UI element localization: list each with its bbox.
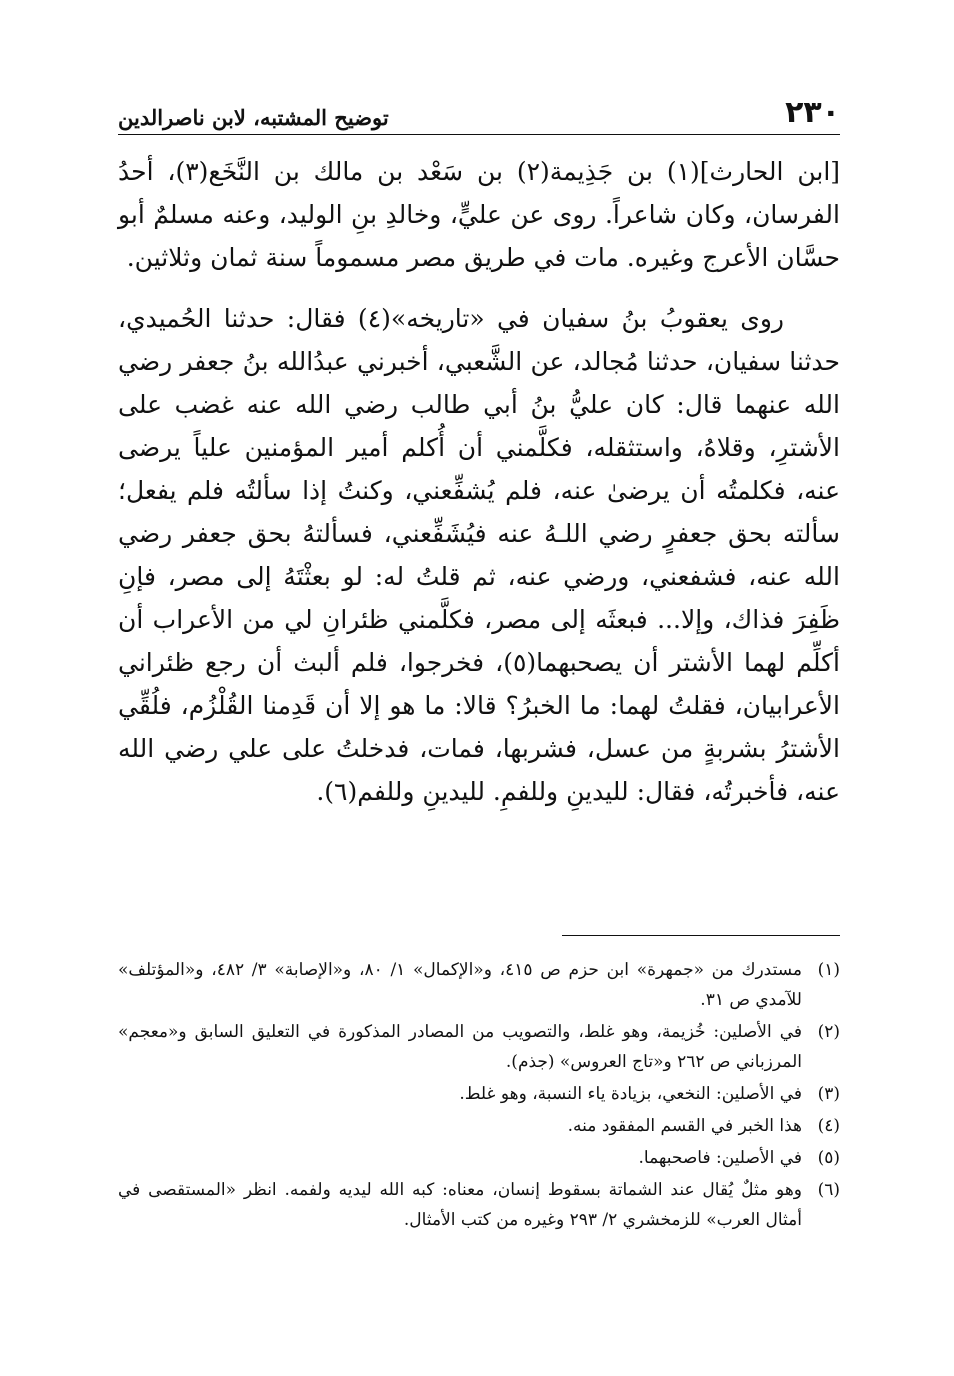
footnote-text: وهو مثلٌ يُقال عند الشماتة بسقوط إنسان، معناه: كبه الله ليديه ولفمه. انظر «المستقصى في أمثال العرب» للزمخشري ٢/ ٢٩٣ وغيره من كتب الأمثال. xyxy=(118,1180,802,1230)
running-title: توضيح المشتبه، لابن ناصرالدين xyxy=(118,105,389,130)
footnote-text: هذا الخبر في القسم المفقود منه. xyxy=(567,1116,802,1136)
footnote-number: (٤) xyxy=(817,1116,840,1136)
footnote-number: (٦) xyxy=(817,1180,840,1200)
footnote-text: في الأصلين: النخعي، بزيادة ياء النسبة، وهو غلط. xyxy=(459,1084,802,1104)
footnote-text: في الأصلين: خُزيمة، وهو غلط، والتصويب من المصادر المذكورة في التعليق السابق و«معجم» المرزباني ص ٢٦٢ و«تاج العروس» (جذم). xyxy=(118,1022,802,1072)
page-number: ٢٣٠ xyxy=(785,95,840,130)
footnote-separator xyxy=(562,935,840,936)
footnote-item xyxy=(118,1111,840,1141)
footnote-number: (١) xyxy=(817,960,840,980)
footnote-number: (٣) xyxy=(817,1084,840,1104)
footnote-text: مستدرك من «جمهرة» ابن حزم ص ٤١٥، و«الإكمال» ١/ ٨٠، و«الإصابة» ٣/ ٤٨٢، و«المؤتلف» للآمدي ص ٣١. xyxy=(118,960,802,1010)
footnote-number: (٢) xyxy=(817,1022,840,1042)
footnote-item xyxy=(118,1175,840,1235)
footnotes-list xyxy=(118,955,840,1237)
footnote-item xyxy=(118,1079,840,1109)
paragraph-narration: روى يعقوبُ بنُ سفيان في «تاريخه»(٤) فقال: حدثنا الحُميدي، حدثنا سفيان، حدثنا مُجالد، عن الشَّعبي، أخبرني عبدُالله بنُ جعفر رضي الله عنهما قال: كان عليُّ بنُ أبي طالب رضي الله عنه غضب على الأشترِ، وقلاهُ، واستثقله، فكلَّمني أن أُكلم أمير المؤمنين علياً يرضى عنه، فكلمتُه أن يرضىٰ عنه، فلم يُشفِّعني، وكنتُ إذا سألتُه فلم يفعل؛ سألته بحق جعفرٍ رضي اللـهُ عنه فيُشَفِّعني، فسألتهُ بحق جعفر رضي الله عنه، فشفعني، ورضي عنه، ثم قلتُ له: لو بعثْتَهُ إلى مصر، فإنِ ظَفِرَ فذاك، وإلا... فبعثَه إلى مصر، فكلَّمني ظئرانِ لي من الأعراب أن أكلِّم لهما الأشتر أن يصحبهما(٥)، فخرجوا، فلم ألبث أن رجع ظئراني الأعرابيان، فقلتُ لهما: ما الخبرُ؟ قالا: ما هو إلا أن قَدِمنا القُلْزُم، فلُقِّي الأشترُ بشربةٍ من عسل، فشربها، فمات، فدخلتُ على علي رضي الله عنه، فأخبرتُه، فقال: لليدينِ وللفمِ. لليدينِ وللفم(٦). xyxy=(118,304,840,806)
paragraph-biography: [ابن الحارث](١) بن جَذِيمة(٢) بن سَعْد بن مالك بن النَّخَع(٣)، أحدُ الفرسان، وكان شاعراً. روى عن عليٍّ، وخالدِ بنِ الوليد، وعنه مسلمٌ أبو حسَّان الأعرج وغيره. مات في طريق مصر مسموماً سنة ثمان وثلاثين. xyxy=(118,157,841,272)
footnote-item xyxy=(118,955,840,1015)
footnote-item xyxy=(118,1017,840,1077)
footnote-number: (٥) xyxy=(817,1148,840,1168)
main-text xyxy=(118,150,840,813)
footnote-text: في الأصلين: فاصحبهما. xyxy=(638,1148,802,1168)
page-header xyxy=(118,84,840,135)
footnote-item xyxy=(118,1143,840,1173)
